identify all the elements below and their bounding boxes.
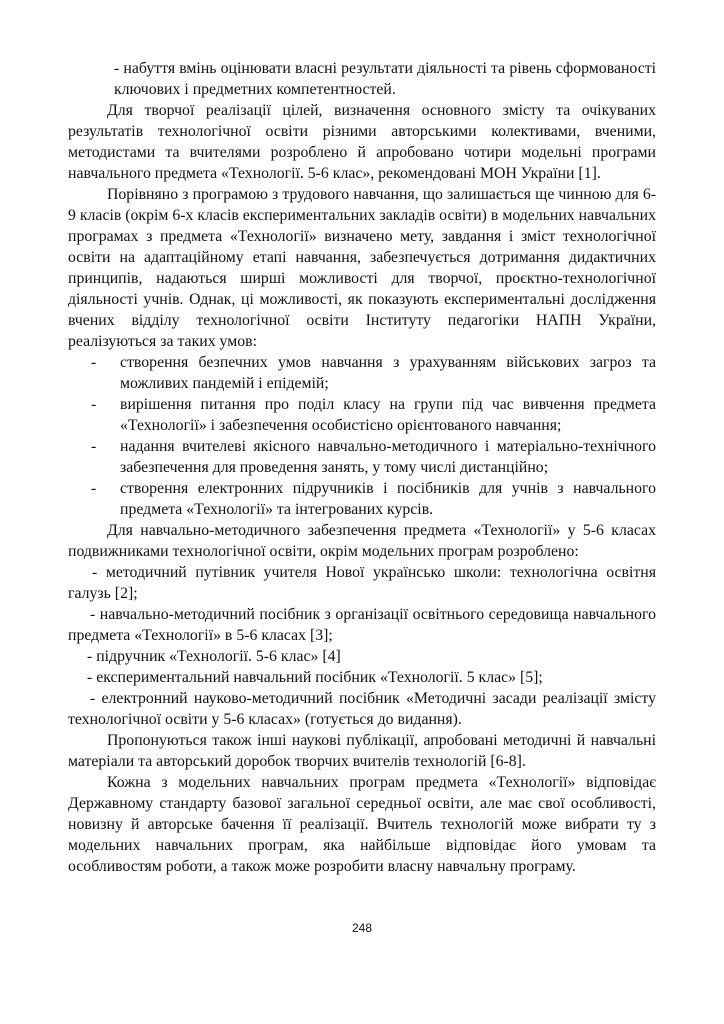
list-item: - вирішення питання про поділ класу на групи під час вивчення предмета «Технології» і забезпечення особистісно орієнтованого навчання;	[68, 394, 656, 436]
paragraph-skills: - набуття вмінь оцінювати власні результати діяльності та рівень сформованості ключових і предметних компетентностей.	[114, 60, 656, 98]
page-body	[68, 58, 656, 877]
list-item: - методичний путівник учителя Нової українсько школи: технологічна освітня галузь [2];	[68, 564, 656, 602]
list-item: - створення безпечних умов навчання з урахуванням військових загроз та можливих пандемій і епідемій;	[68, 352, 656, 394]
list-item: - електронний науково-методичний посібник «Методичні засади реалізації змісту технологічної освіти у 5-6 класах» (готується до видання).	[68, 690, 656, 728]
page-number: 248	[351, 921, 373, 935]
list-item: - навчально-методичний посібник з організації освітнього середовища навчального предмета «Технології» в 5-6 класах [3];	[68, 606, 656, 644]
list-item: - експериментальний навчальний посібник «Технології. 5 клас» [5];	[87, 669, 543, 686]
list-item: - створення електронних підручників і посібників для учнів з навчального предмета «Технології» та інтегрованих курсів.	[68, 478, 656, 520]
paragraph-comparison: Порівняно з програмою з трудового навчання, що залишається ще чинною для 6-9 класів (окрім 6-х класів експериментальних закладів освіти) в модельних навчальних програмах з предмета «Технології» визначено мету, завдання і зміст технологічної освіти на адаптаційному етапі навчання, забезпечується дотримання дидактичних принципів, надаються ширші можливості для творчої, проєктно-технологічної діяльності учнів. Однак, ці можливості, як показують експериментальні дослідження вчених відділу технологічної освіти Інституту педагогіки НАПН України, реалізуються за таких умов:	[68, 186, 656, 350]
list-item: - надання вчителеві якісного навчально-методичного і матеріально-технічного забезпечення для проведення занять, у тому числі дистанційно;	[68, 436, 656, 478]
paragraph-publications: Пропонуються також інші наукові публікації, апробовані методичні й навчальні матеріали та авторський доробок творчих вчителів технологій [6-8].	[68, 732, 656, 770]
list-item: - підручник «Технології. 5-6 клас» [4]	[87, 648, 341, 665]
conditions-list	[68, 352, 656, 520]
developed-list	[68, 562, 656, 730]
paragraph-methodical-support: Для навчально-методичного забезпечення предмета «Технології» у 5-6 класах подвижниками технологічної освіти, окрім модельних програм розроблено:	[68, 522, 656, 560]
paragraph-model-programs: Для творчої реалізації цілей, визначення основного змісту та очікуваних результатів технологічної освіти різними авторськими колективами, вченими, методистами та вчителями розроблено й апробовано чотири модельні програми навчального предмета «Технології. 5-6 клас», рекомендовані МОН України [1].	[68, 102, 656, 182]
paragraph-standard: Кожна з модельних навчальних програм предмета «Технології» відповідає Державному стандарту базової загальної середньої освіти, але має свої особливості, новизну й авторське бачення її реалізації. Вчитель технологій може вибрати ту з модельних навчальних програм, яка найбільше відповідає його умовам та особливостям роботи, а також може розробити власну навчальну програму.	[68, 774, 656, 875]
